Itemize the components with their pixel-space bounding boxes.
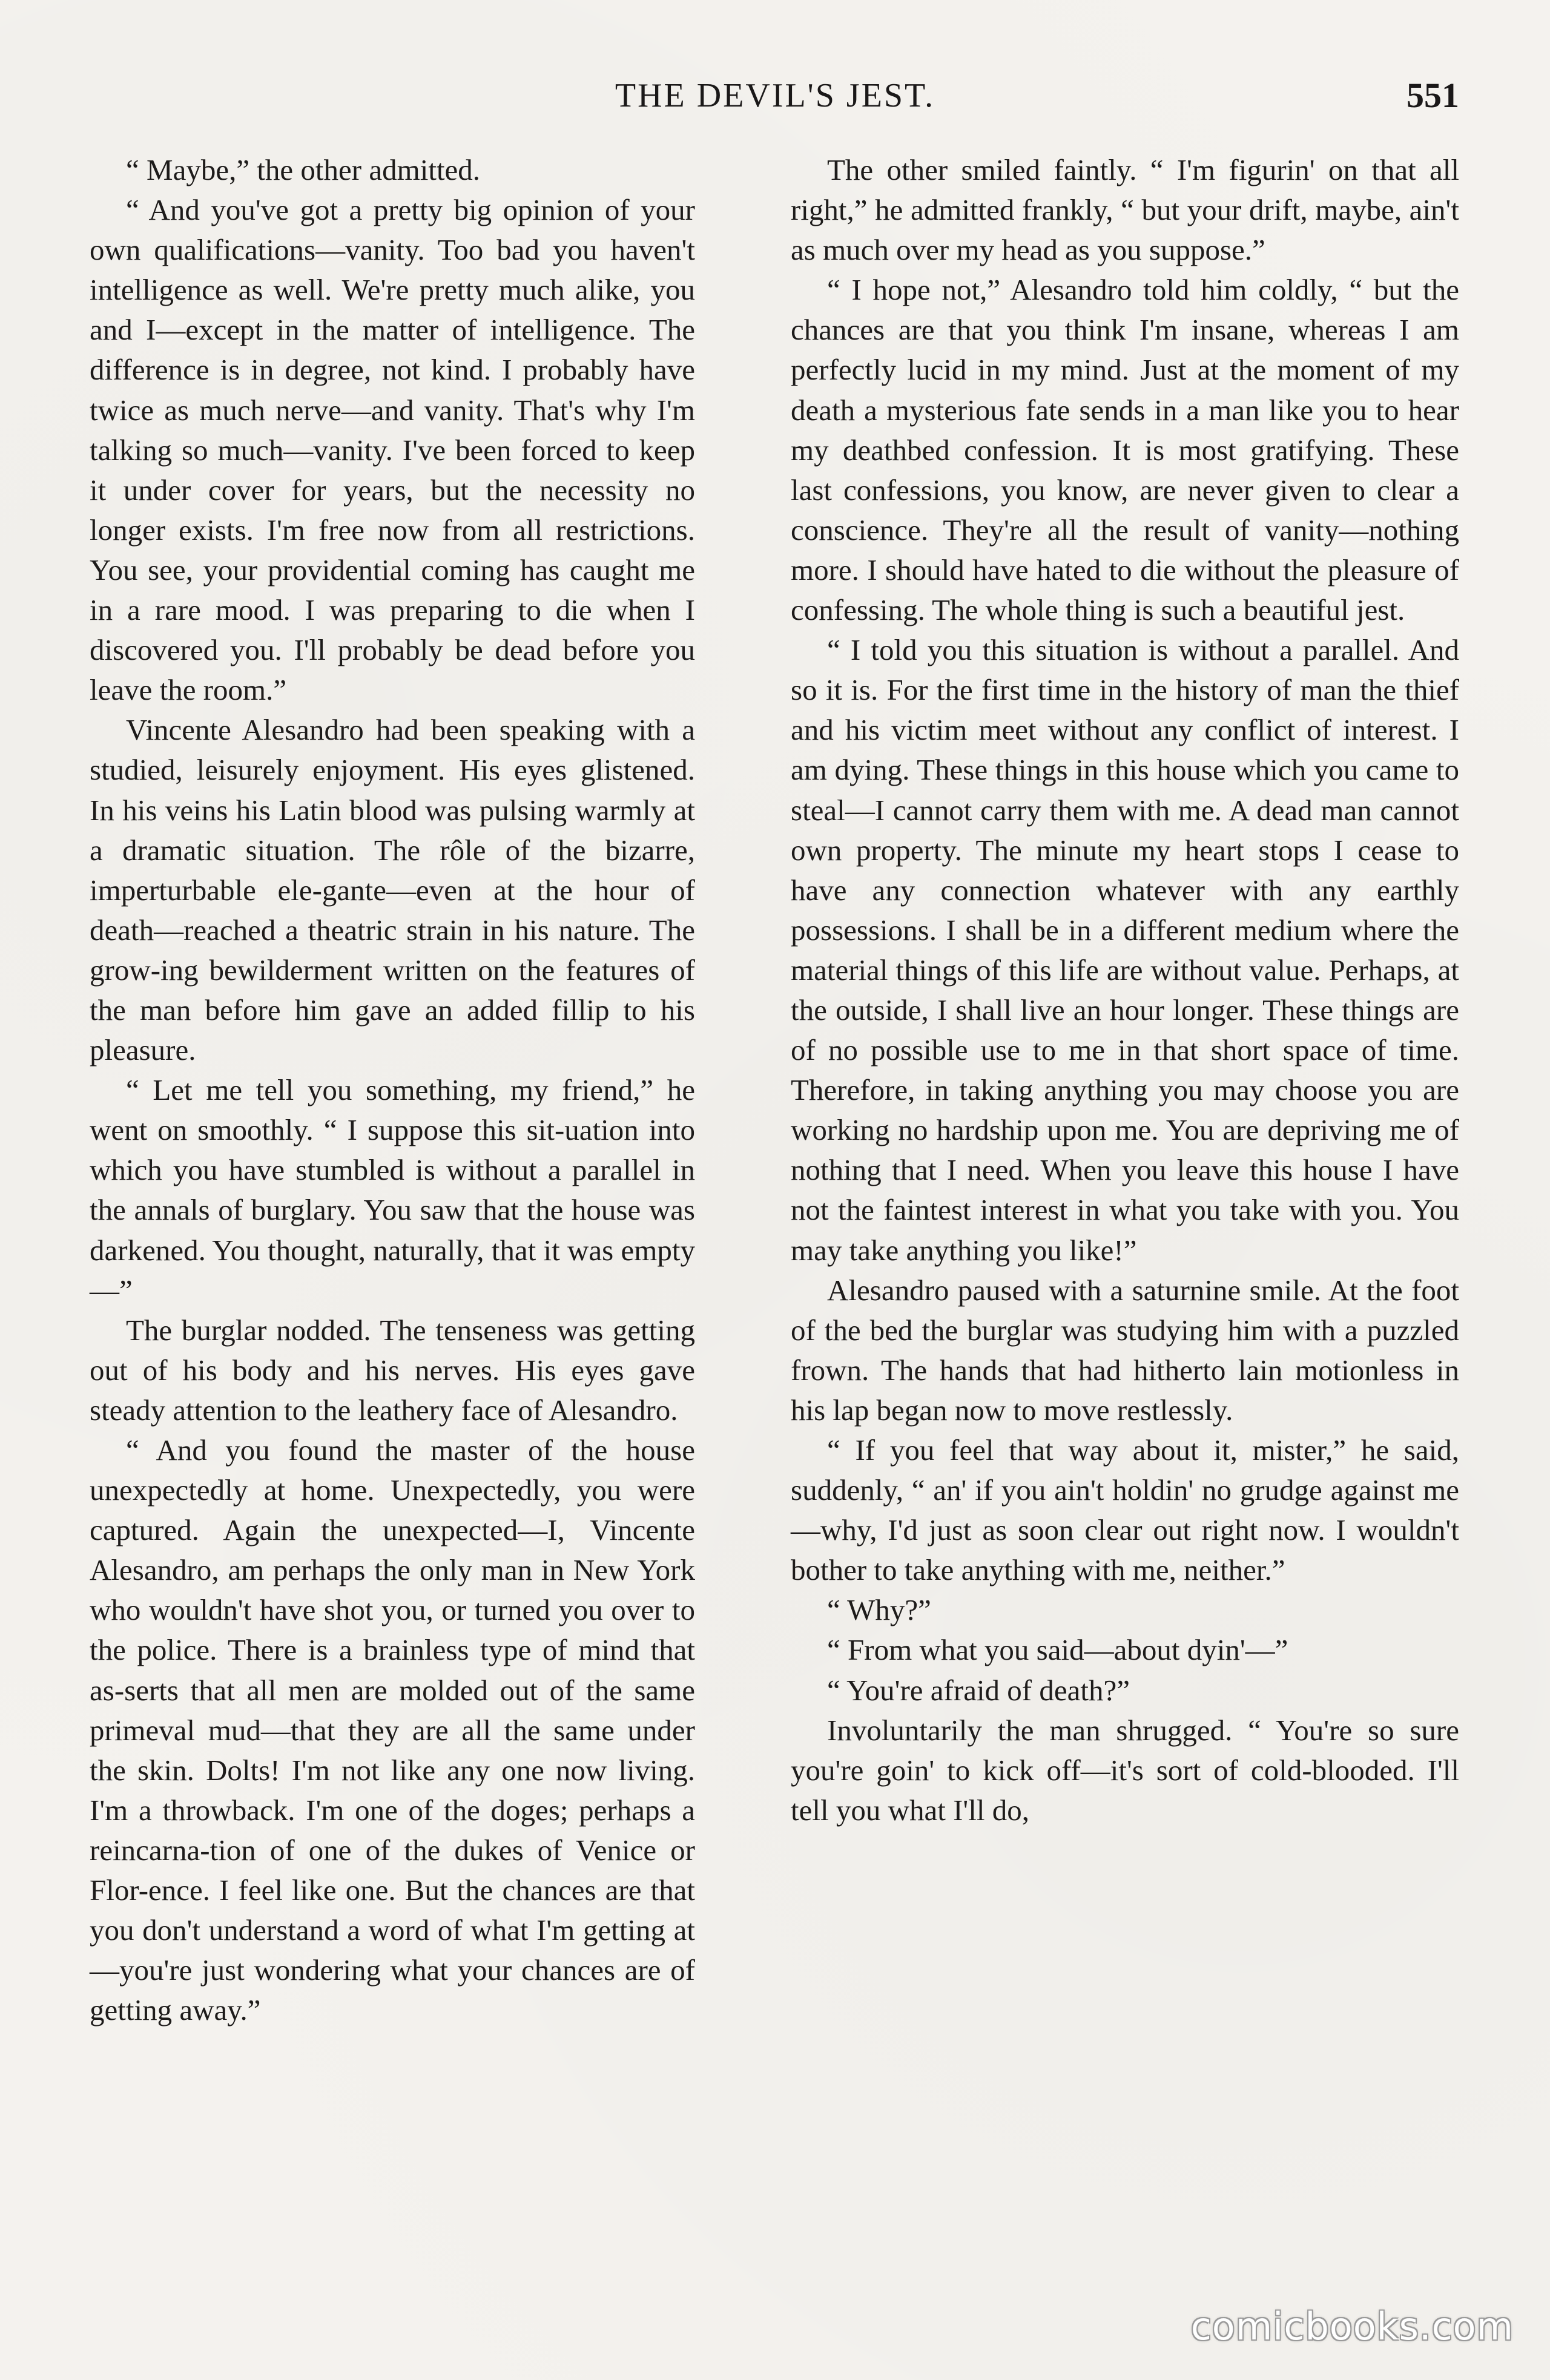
- paragraph: “ Let me tell you something, my friend,” he went on smoothly. “ I suppose this sit-uation into which you have stumbled is without a parallel in the annals of burglary. You saw that the house was darkened. You thought, naturally, that it was empty—”: [90, 1073, 695, 1307]
- running-header: [0, 71, 1550, 120]
- paragraph: “ And you found the master of the house unexpectedly at home. Unexpectedly, you were captured. Again the unexpected—I, Vincente Alesandro, am perhaps the only man in New York who wouldn't have shot you, or turned you over to the police. There is a brainless type of mind that as-serts that all men are molded out of the same primeval mud—that they are all the same under the skin. Dolts! I'm not like any one now living. I'm a throwback. I'm one of the doges; perhaps a reincarna-tion of one of the dukes of Venice or Flor-ence. I feel like one. But the chances are that you don't understand a word of what I'm getting at—you're just wondering what your chances are of getting away.”: [90, 1433, 695, 2027]
- paragraph: “ Maybe,” the other admitted.: [126, 153, 481, 186]
- paragraph: Vincente Alesandro had been speaking with a studied, leisurely enjoyment. His eyes glistened. In his veins his Latin blood was pulsing warmly at a dramatic situation. The rôle of the bizarre, imperturbable ele-gante—even at the hour of death—reached a theatric strain in his nature. The grow-ing bewilderment written on the features of the man before him gave an added fillip to his pleasure.: [90, 713, 695, 1067]
- right-text-column: [791, 150, 1459, 1830]
- paragraph: “ You're afraid of death?”: [827, 1673, 1130, 1707]
- running-title: THE DEVIL'S JEST.: [615, 77, 935, 114]
- paragraph: The burglar nodded. The tenseness was getting out of his body and his nerves. His eyes gave steady attention to the leathery face of Alesandro.: [90, 1313, 695, 1427]
- paragraph: The other smiled faintly. “ I'm figurin' on that all right,” he admitted frankly, “ but your drift, maybe, ain't as much over my head as you suppose.”: [791, 153, 1459, 267]
- paragraph: “ And you've got a pretty big opinion of your own qualifications—vanity. Too bad you haven't intelligence as well. We're pretty much alike, you and I—except in the matter of intelligence. The difference is in degree, not kind. I probably have twice as much nerve—and vanity. That's why I'm talking so much—vanity. I've been forced to keep it under cover for years, but the necessity no longer exists. I'm free now from all restrictions. You see, your providential coming has caught me in a rare mood. I was preparing to die when I discovered you. I'll probably be dead before you leave the room.”: [90, 193, 695, 707]
- left-text-column: [90, 150, 695, 2030]
- paragraph: “ If you feel that way about it, mister,” he said, suddenly, “ an' if you ain't holdin' no grudge against me—why, I'd just as soon clear out right now. I wouldn't bother to take anything with me, neither.”: [791, 1433, 1459, 1587]
- paragraph: “ From what you said—about dyin'—”: [827, 1633, 1288, 1667]
- page-number: 551: [1407, 76, 1459, 115]
- paragraph: “ I hope not,” Alesandro told him coldly, “ but the chances are that you think I'm insane, whereas I am perfectly lucid in my mind. Just at the moment of my death a mysterious fate sends in a man like you to hear my deathbed confession. It is most gratifying. These last confessions, you know, are never given to clear a conscience. They're all the result of vanity—nothing more. I should have hated to die without the pleasure of confessing. The whole thing is such a beautiful jest.: [791, 273, 1459, 627]
- paragraph: “ I told you this situation is without a parallel. And so it is. For the first time in the history of man the thief and his victim meet without any conflict of interest. I am dying. These things in this house which you came to steal—I cannot carry them with me. A dead man cannot own property. The minute my heart stops I cease to have any connection whatever with any earthly possessions. I shall be in a different medium where the material things of this life are without value. Perhaps, at the outside, I shall live an hour longer. These things are of no possible use to me in that short space of time. Therefore, in taking anything you may choose you are working no hardship upon me. You are depriving me of nothing that I need. When you leave this house I have not the faintest interest in what you take with you. You may take anything you like!”: [791, 633, 1459, 1267]
- site-watermark: comicbooks.com: [1190, 2304, 1514, 2349]
- paragraph: “ Why?”: [827, 1593, 931, 1627]
- paragraph: Alesandro paused with a saturnine smile. At the foot of the bed the burglar was studying him with a puzzled frown. The hands that had hitherto lain motionless in his lap began now to move restlessly.: [791, 1273, 1459, 1427]
- paragraph: Involuntarily the man shrugged. “ You're so sure you're goin' to kick off—it's sort of cold-blooded. I'll tell you what I'll do,: [791, 1713, 1459, 1827]
